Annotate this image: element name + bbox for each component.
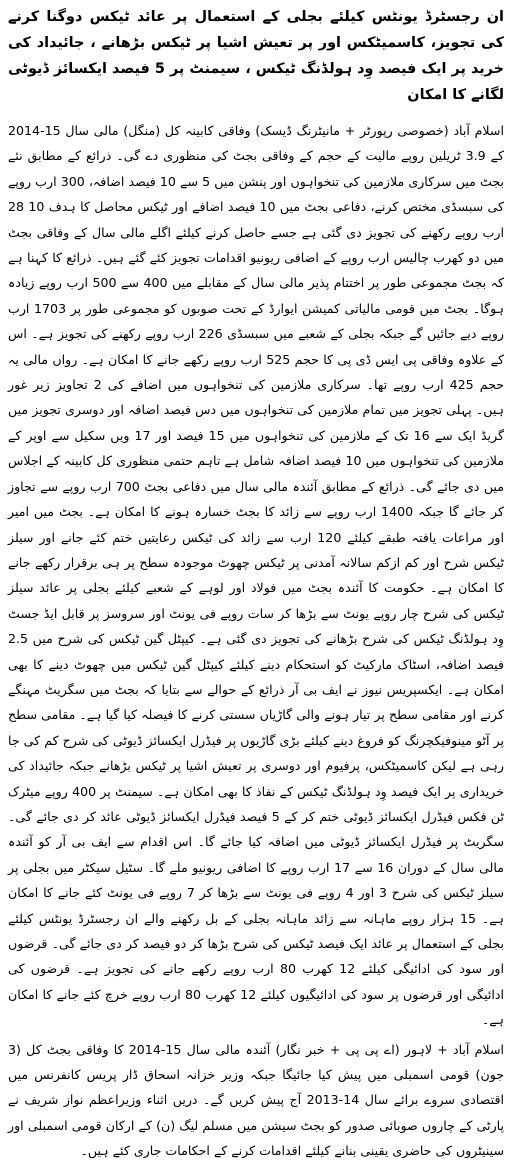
body-paragraph-budget-details: اسلام آباد (خصوصی رپورٹر + مانیٹرنگ ڈیسک) وفاقی کابینہ کل (منگل) مالی سال 15-2014 کے 3.9 ٹریلین روپے مالیت کے حجم کے وفاقی بجٹ کی منظوری دے گی۔ ذرائع کے مطابق نئے بجٹ میں سرکاری ملازمین کی تنخواہوں اور پنشن میں 5 سے 10 فیصد اضافہ، 300 ارب روپے کی سبسڈی مختص کرنے، دفاعی بجٹ میں 10 فیصد اضافے اور ٹیکس محاصل کا ہدف 10 28 ارب روپے رکھنے کی تجویز دی گئی ہے جسے حاصل کرنے کیلئے اگلے مالی سال کے وفاقی بجٹ میں دو کھرب چالیس ارب روپے کے اضافی ریونیو اقدامات تجویز کئے گئے ہیں۔ ذرائع کا کہنا ہے کہ بجٹ مجموعی طور پر اختتام پذیر مالی سال کے مقابلے میں 400 سے 500 ارب روپے زیادہ ہوگا۔ بجٹ میں قومی مالیاتی کمیشن ایوارڈ کے تحت صوبوں کو مجموعی طور پر 1703 ارب روپے دیے جائیں گے جبکہ بجلی کے شعبے میں سبسڈی 226 ارب روپے رکھنے کی تجویز ہے۔ اس کے علاوہ وفاقی پی ایس ڈی پی کا حجم 525 ارب روپے رکھے جانے کا امکان ہے۔ رواں مالی یہ حجم 425 ارب روپے تھا۔ سرکاری ملازمین کی تنخواہوں میں اضافے کی 2 تجاویز زیر غور ہیں۔ پہلی تجویز میں تمام ملازمین کی تنخواہوں میں دس فیصد اضافہ اور دوسری تجویز میں گریڈ ایک سے 16 تک کے ملازمین کی تنخواہوں میں 15 فیصد اور 17 ویں سکیل سے اوپر کے ملازمین کی تنخواہوں میں 10 فیصد اضافہ شامل ہے تاہم حتمی منظوری کل کابینہ کے اجلاس میں دی جائے گی۔ ذرائع کے مطابق آئندہ مالی سال میں دفاعی بجٹ 700 ارب روپے سے تجاوز کر جائے گا جبکہ 1400 ارب روپے سے زائد کا بجٹ خسارہ ہونے کا امکان ہے۔ بجٹ میں امیر اور مراعات یافتہ طبقے کیلئے 120 ارب سے زائد کی ٹیکس رعایتیں ختم کئے جانے اور سیلز ٹیکس شرح اور کم ازکم سالانہ آمدنی پر ٹیکس چھوٹ موجودہ سطح پر ہی برقرار رکھے جانے کا امکان ہے۔ حکومت کا آئندہ بجٹ میں فولاد اور لوہے کے شعبے کیلئے بجلی پر عائد سیلز ٹیکس کی شرح چار روپے یونٹ سے بڑھا کر سات روپے فی یونٹ اور سروسز پر قابل ایڈ جسٹ وِد ہولڈنگ ٹیکس کی شرح بڑھانے کی تجویز دی گئی ہے۔ کیپٹل گین ٹیکس کی شرح میں 2.5 فیصد اضافہ، اسٹاک مارکیٹ کو استحکام دینے کیلئے کیپٹل گین ٹیکس میں چھوٹ دینے کا بھی امکان ہے۔ ایکسپریس نیوز نے ایف بی آر ذرائع کے حوالے سے بتایا کہ بجٹ میں سگریٹ مہنگے کرنے اور مقامی سطح پر تیار ہونے والی گاڑیاں سستی کرنے کا فیصلہ کیا گیا ہے۔ مقامی سطح پر آٹو مینوفیکچرنگ کو فروغ دینے کیلئے بڑی گاڑیوں پر فیڈرل ایکسائز ڈیوٹی کی شرح کم کی جا رہی ہے لیکن کاسمیٹکس، پرفیوم اور دوسری پر تعیش اشیا پر ٹیکس بڑھانے جبکہ جائیداد کی خریداری پر ایک فیصد وِد ہولڈنگ ٹیکس کے نفاذ کا بھی امکان ہے۔ سیمنٹ پر 400 روپے میٹرک ٹن فکس فیڈرل ایکسائز ڈیوٹی ختم کر کے 5 فیصد فیڈرل ایکسائز ڈیوٹی عائد کر دی جائے گی۔ سگریٹ پر فیڈرل ایکسائز ڈیوٹی میں اضافہ کیا جائے گا۔ اس اقدام سے ایف بی آر کو آئندہ مالی سال کے دوران 16 سے 17 ارب روپے کا اضافی ریونیو ملے گا۔ سٹیل سیکٹر میں بجلی پر سیلز ٹیکس کی شرح 3 اور 4 روپے فی یونٹ سے بڑھا کر 7 روپے فی یونٹ کئے جانے کا امکان ہے۔ 15 ہزار روپے ماہانہ سے زائد ماہانہ بجلی کے بل رکھنے والے ان رجسٹرڈ یونٹس کیلئے بجلی کے استعمال پر عائد ایک فیصد ٹیکس کی شرح بڑھا کر دو فیصد کر دی جائے گی۔ قرضوں اور سود کی ادائیگی کیلئے 12 کھرب 80 ارب روپے رکھے جانے کی تجویز ہے۔ قرضوں کی ادائیگی اور قرضوں پر سود کی ادائیگیوں کیلئے 12 کھرب 80 ارب روپے خرچ کئے جانے کا امکان ہے۔ [8, 123, 505, 1028]
headline: ان رجسٹرڈ یونٹس کیلئے بجلی کے استعمال پر عائد ٹیکس دوگنا کرنے کی تجویز، کاسمیٹکس اور پر تعیش اشیا پر ٹیکس بڑھانے ، جائیداد کی خرید پر ایک فیصد وِد ہولڈنگ ٹیکس ، سیمنٹ پر 5 فیصد ایکسائز ڈیوٹی لگانے کا امکان [8, 9, 504, 103]
body-paragraph-budget-session: اسلام آباد + لاہور (اے پی پی + خبر نگار) آئندہ مالی سال 15-2014 کا وفاقی بجٹ کل (3 جون) قومی اسمبلی میں پیش کیا جائیگا جبکہ وزیر خزانہ اسحاق ڈار پریس کانفرنس میں اقتصادی سروے برائے سال 14-2013 آج پیش کریں گے۔ دریں اثناء وزیراعظم نواز شریف نے پارٹی کے چاروں صوبائی صدور کو بجٹ سیشن میں مسلم لیگ (ن) کے ارکان قومی اسمبلی اور سینیٹروں کی حاضری یقینی بنانے کیلئے اقدامات کرنے کے احکامات جاری کئے ہیں۔ [8, 1041, 504, 1159]
